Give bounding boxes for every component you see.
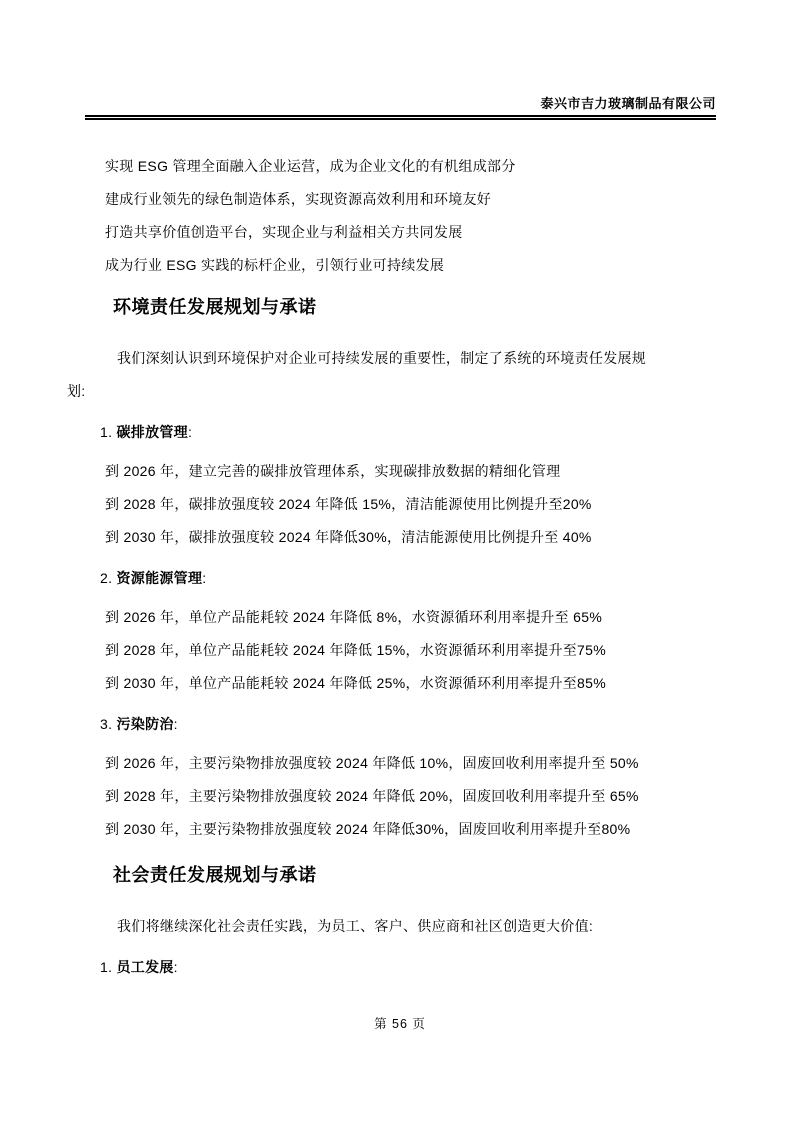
item-colon: : — [173, 959, 178, 975]
goal-list-pollution — [67, 747, 716, 846]
item-title-employee — [67, 954, 716, 980]
paragraph-line: 我们将继续深化社会责任实践，为员工、客户、供应商和社区创造更大价值: — [117, 918, 594, 934]
intro-line: 实现 ESG 管理全面融入企业运营，成为企业文化的有机组成部分 — [105, 158, 516, 174]
goal-line: 到 2026 年，单位产品能耗较 2024 年降低 8%，水资源循环利用率提升至 65% — [105, 609, 603, 625]
paragraph-line: 划: — [67, 383, 86, 399]
intro-line: 打造共享价值创造平台，实现企业与利益相关方共同发展 — [105, 224, 463, 240]
item-name: 污染防治 — [116, 716, 174, 732]
document-content — [67, 150, 716, 980]
page-number: 第 56 页 — [374, 1017, 426, 1031]
item-colon: : — [202, 570, 207, 586]
item-name: 员工发展 — [116, 959, 174, 975]
header-divider-rule — [85, 115, 716, 120]
section-intro-paragraph — [67, 342, 716, 408]
section-intro-paragraph — [67, 910, 716, 943]
goal-line: 到 2028 年，单位产品能耗较 2024 年降低 15%，水资源循环利用率提升至75% — [105, 642, 606, 658]
item-title-resources — [67, 565, 716, 591]
item-name: 碳排放管理 — [116, 424, 188, 440]
item-number: 3. — [100, 716, 117, 732]
page-footer — [0, 1012, 800, 1036]
goal-line: 到 2026 年，建立完善的碳排放管理体系，实现碳排放数据的精细化管理 — [105, 463, 561, 479]
esg-vision-list — [67, 150, 716, 282]
paragraph-line: 我们深刻认识到环境保护对企业可持续发展的重要性，制定了系统的环境责任发展规 — [117, 350, 647, 366]
company-name: 泰兴市吉力玻璃制品有限公司 — [540, 96, 716, 111]
intro-line: 建成行业领先的绿色制造体系，实现资源高效利用和环境友好 — [105, 191, 492, 207]
item-number: 2. — [100, 570, 117, 586]
intro-line: 成为行业 ESG 实践的标杆企业，引领行业可持续发展 — [105, 257, 445, 273]
goal-line: 到 2030 年，碳排放强度较 2024 年降低30%，清洁能源使用比例提升至 40% — [105, 529, 592, 545]
goal-list-resources — [67, 601, 716, 700]
item-name: 资源能源管理 — [116, 570, 203, 586]
goal-line: 到 2030 年，单位产品能耗较 2024 年降低 25%，水资源循环利用率提升至85% — [105, 675, 606, 691]
goal-line: 到 2026 年，主要污染物排放强度较 2024 年降低 10%，固废回收利用率提升至 50% — [105, 755, 639, 771]
goal-line: 到 2030 年，主要污染物排放强度较 2024 年降低30%，固废回收利用率提升至80% — [105, 821, 631, 837]
item-number: 1. — [100, 959, 117, 975]
goal-line: 到 2028 年，碳排放强度较 2024 年降低 15%，清洁能源使用比例提升至20% — [105, 496, 592, 512]
item-colon: : — [187, 424, 193, 440]
item-title-pollution — [67, 711, 716, 737]
item-colon: : — [173, 716, 178, 732]
section-heading-environment: 环境责任发展规划与承诺 — [113, 297, 317, 317]
goal-line: 到 2028 年，主要污染物排放强度较 2024 年降低 20%，固废回收利用率提升至 65% — [105, 788, 639, 804]
goal-list-carbon — [67, 455, 716, 554]
section-heading-social: 社会责任发展规划与承诺 — [113, 865, 317, 885]
item-number: 1. — [100, 424, 117, 440]
item-title-carbon — [67, 419, 716, 445]
